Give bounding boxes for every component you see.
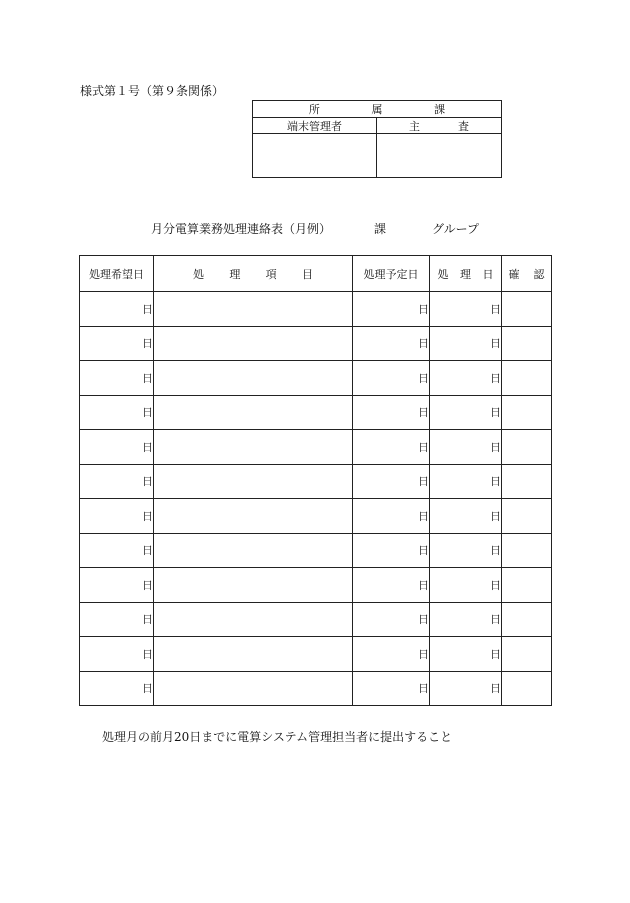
table-row — [80, 533, 552, 568]
scheduled-date-cell[interactable]: 日 — [353, 464, 430, 499]
department-row — [253, 101, 501, 118]
processing-item-cell[interactable] — [154, 326, 353, 361]
scheduled-date-cell[interactable]: 日 — [353, 671, 430, 706]
processing-item-cell[interactable] — [154, 292, 353, 327]
department-char: 課 — [434, 103, 446, 116]
confirmation-cell[interactable] — [502, 464, 552, 499]
processing-item-cell[interactable] — [154, 395, 353, 430]
confirmation-cell[interactable] — [502, 499, 552, 534]
processing-item-cell[interactable] — [154, 430, 353, 465]
requested-date-cell[interactable]: 日 — [80, 292, 154, 327]
requested-date-cell[interactable]: 日 — [80, 326, 154, 361]
processed-date-cell[interactable]: 日 — [430, 430, 502, 465]
footer-note: 処理月の前月20日までに電算システム管理担当者に提出すること — [102, 730, 453, 744]
table-row — [80, 326, 552, 361]
header-char: 処 — [193, 267, 204, 281]
scheduled-date-cell[interactable]: 日 — [353, 533, 430, 568]
processing-item-cell[interactable] — [154, 602, 353, 637]
header-char: 目 — [301, 267, 313, 281]
header-char: 確 — [508, 267, 520, 281]
processed-date-cell[interactable]: 日 — [430, 637, 502, 672]
header-char: 項 — [265, 267, 277, 281]
header-char: 処 — [437, 267, 449, 281]
header-requested-date: 処理希望日 — [80, 256, 154, 292]
table-row — [80, 671, 552, 706]
table-row — [80, 637, 552, 672]
scheduled-date-cell[interactable]: 日 — [353, 292, 430, 327]
title-section-label: 課 — [374, 222, 387, 236]
confirmation-cell[interactable] — [502, 395, 552, 430]
confirmation-cell[interactable] — [502, 292, 552, 327]
processing-item-cell[interactable] — [154, 361, 353, 396]
approval-box — [252, 100, 502, 178]
terminal-manager-signature-cell[interactable] — [253, 134, 377, 177]
processed-date-cell[interactable]: 日 — [430, 602, 502, 637]
processed-date-cell[interactable]: 日 — [430, 361, 502, 396]
table-row — [80, 602, 552, 637]
confirmation-cell[interactable] — [502, 671, 552, 706]
requested-date-cell[interactable]: 日 — [80, 499, 154, 534]
processing-table — [79, 255, 552, 706]
processing-item-cell[interactable] — [154, 533, 353, 568]
department-char: 所 — [308, 103, 320, 116]
requested-date-cell[interactable]: 日 — [80, 533, 154, 568]
processed-date-cell[interactable]: 日 — [430, 568, 502, 603]
table-header-row — [80, 256, 552, 292]
table-row — [80, 430, 552, 465]
inspector-char: 主 — [409, 119, 420, 133]
requested-date-cell[interactable]: 日 — [80, 568, 154, 603]
processing-item-cell[interactable] — [154, 671, 353, 706]
requested-date-cell[interactable]: 日 — [80, 464, 154, 499]
scheduled-date-cell[interactable]: 日 — [353, 602, 430, 637]
processed-date-cell[interactable]: 日 — [430, 464, 502, 499]
requested-date-cell[interactable]: 日 — [80, 602, 154, 637]
confirmation-cell[interactable] — [502, 568, 552, 603]
form-title: 月分電算業務処理連絡表（月例） — [151, 222, 332, 236]
requested-date-cell[interactable]: 日 — [80, 395, 154, 430]
table-row — [80, 464, 552, 499]
department-char: 属 — [371, 103, 383, 116]
inspector-label — [377, 118, 501, 133]
header-char: 理 — [229, 267, 241, 281]
table-row — [80, 499, 552, 534]
scheduled-date-cell[interactable]: 日 — [353, 361, 430, 396]
scheduled-date-cell[interactable]: 日 — [353, 395, 430, 430]
table-row — [80, 361, 552, 396]
scheduled-date-cell[interactable]: 日 — [353, 499, 430, 534]
processing-item-cell[interactable] — [154, 637, 353, 672]
processed-date-cell[interactable]: 日 — [430, 533, 502, 568]
requested-date-cell[interactable]: 日 — [80, 671, 154, 706]
form-number: 様式第１号（第９条関係） — [80, 84, 225, 98]
confirmation-cell[interactable] — [502, 361, 552, 396]
scheduled-date-cell[interactable]: 日 — [353, 430, 430, 465]
confirmation-cell[interactable] — [502, 326, 552, 361]
processed-date-cell[interactable]: 日 — [430, 499, 502, 534]
processing-item-cell[interactable] — [154, 568, 353, 603]
role-row — [253, 118, 501, 134]
requested-date-cell[interactable]: 日 — [80, 361, 154, 396]
processed-date-cell[interactable]: 日 — [430, 395, 502, 430]
processed-date-cell[interactable]: 日 — [430, 292, 502, 327]
header-processing-item — [154, 256, 353, 292]
table-body — [80, 292, 552, 706]
table-row — [80, 395, 552, 430]
header-scheduled-date: 処理予定日 — [353, 256, 430, 292]
header-char: 日 — [482, 267, 494, 281]
processing-item-cell[interactable] — [154, 499, 353, 534]
header-confirmation — [502, 256, 552, 292]
terminal-manager-label: 端末管理者 — [253, 118, 377, 133]
confirmation-cell[interactable] — [502, 602, 552, 637]
confirmation-cell[interactable] — [502, 637, 552, 672]
header-processed-date — [430, 256, 502, 292]
processed-date-cell[interactable]: 日 — [430, 671, 502, 706]
requested-date-cell[interactable]: 日 — [80, 430, 154, 465]
signature-row — [253, 134, 501, 177]
confirmation-cell[interactable] — [502, 533, 552, 568]
requested-date-cell[interactable]: 日 — [80, 637, 154, 672]
scheduled-date-cell[interactable]: 日 — [353, 568, 430, 603]
title-group-label: グループ — [432, 222, 480, 236]
inspector-signature-cell[interactable] — [377, 134, 501, 177]
header-char: 認 — [533, 267, 545, 281]
header-char: 理 — [460, 267, 471, 281]
processed-date-cell[interactable]: 日 — [430, 326, 502, 361]
inspector-char: 査 — [458, 119, 469, 133]
processing-item-cell[interactable] — [154, 464, 353, 499]
scheduled-date-cell[interactable]: 日 — [353, 637, 430, 672]
table-row — [80, 292, 552, 327]
confirmation-cell[interactable] — [502, 430, 552, 465]
table-row — [80, 568, 552, 603]
scheduled-date-cell[interactable]: 日 — [353, 326, 430, 361]
